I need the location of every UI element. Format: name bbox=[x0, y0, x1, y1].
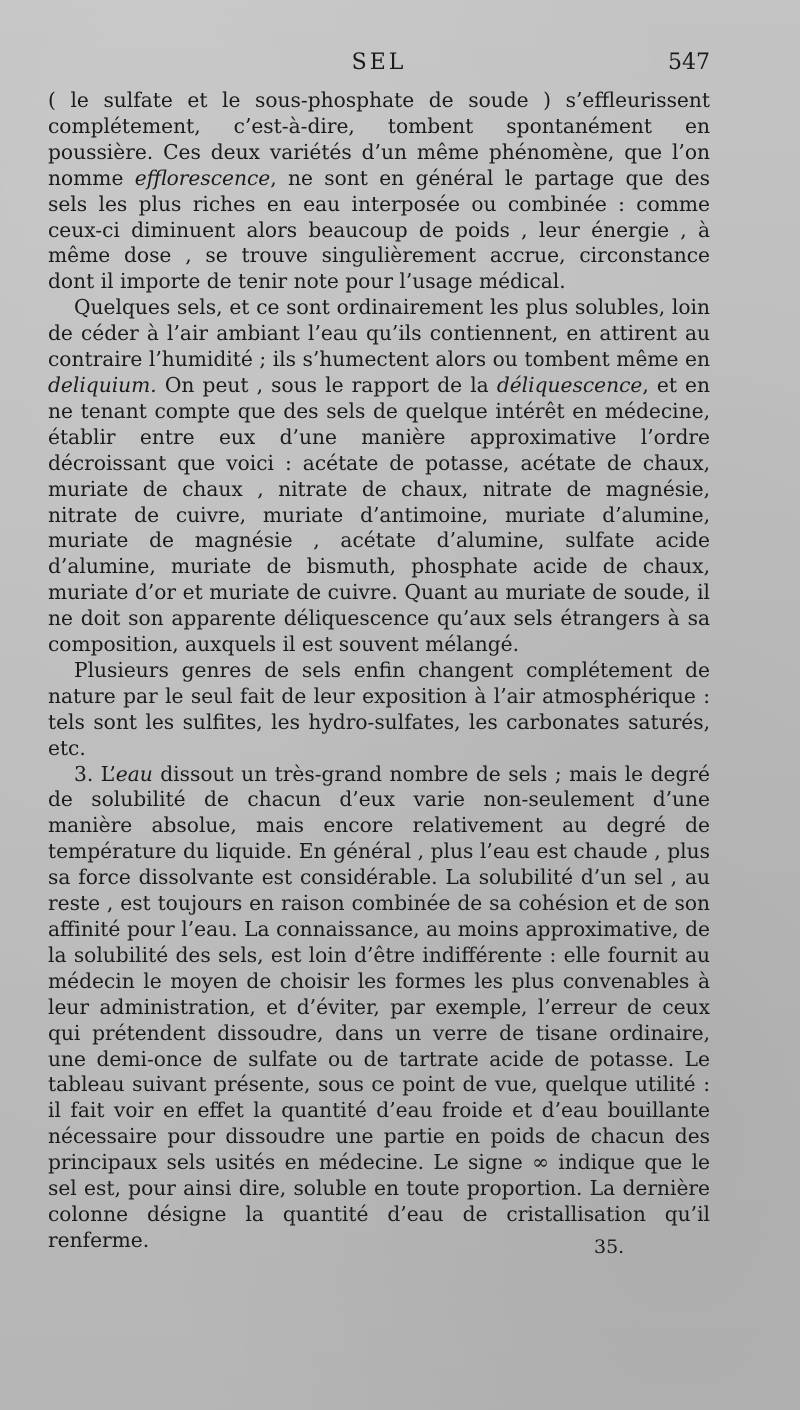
page-number: 547 bbox=[668, 50, 710, 75]
paragraph-deliquescence: Quelques sels, et ce sont ordinairement les plus solubles, loin de céder à l’air ambiant l’eau qu’ils contiennent, en attirent au contraire l’humidité ; ils s’humectent alors ou tombent même en deliquium. On peut , sous le rapport de la déliquescence, et en ne tenant compte que des sels de quelque intérêt en médecine, établir entre eux d’une manière approximative l’ordre décroissant que voici : acétate de potasse, acétate de chaux, muriate de chaux , nitrate de chaux, nitrate de magnésie, nitrate de cuivre, muriate d’antimoine, muriate d’alumine, muriate de magnésie , acétate d’alumine, sulfate acide d’alumine, muriate de bismuth, phosphate acide de chaux, muriate d’or et muriate de cuivre. Quant au muriate de soude, il ne doit son apparente déliquescence qu’aux sels étrangers à sa composition, auxquels il est souvent mélangé. bbox=[48, 295, 710, 657]
term-efflorescence: efflorescence bbox=[134, 165, 271, 190]
term-eau: eau bbox=[115, 761, 153, 786]
running-title: SEL bbox=[351, 50, 407, 75]
body-text bbox=[48, 88, 710, 1254]
paragraph-efflorescence: ( le sulfate et le sous-phosphate de soude ) s’effleurissent complétement, c’est-à-dire, tombent spontanément en poussière. Ces deux variétés d’un même phénomène, que l’on nomme efflorescence, ne sont en général le partage que des sels les plus riches en eau interposée ou combinée : comme ceux-ci diminuent alors beaucoup de poids , leur énergie , à même dose , se trouve singulièrement accrue, circonstance dont il importe de tenir note pour l’usage médical. bbox=[48, 88, 710, 294]
term-deliquescence: déliquescence bbox=[496, 372, 643, 397]
paragraph-nature-change: Plusieurs genres de sels enfin changent complétement de nature par le seul fait de leur exposition à l’air atmosphérique : tels sont les sulfites, les hydro-sulfates, les carbonates saturés, etc. bbox=[48, 657, 710, 760]
term-deliquium: deliquium. bbox=[48, 372, 157, 397]
signature-mark: 35. bbox=[594, 1236, 625, 1258]
paragraph-solubility: 3. L’eau dissout un très-grand nombre de sels ; mais le degré de solubilité de chacun d’eux varie non-seulement d’une manière absolue, mais encore relativement au degré de température du liquide. En général , plus l’eau est chaude , plus sa force dissolvante est considérable. La solubilité d’un sel , au reste , est toujours en raison combinée de sa cohésion et de son affinité pour l’eau. La connaissance, au moins approximative, de la solubilité des sels, est loin d’être indifférente : elle fournit au médecin le moyen de choisir les formes les plus convenables à leur administration, et d’éviter, par exemple, l’erreur de ceux qui prétendent dissoudre, dans un verre de tisane ordinaire, une demi-once de sulfate ou de tartrate acide de potasse. Le tableau suivant présente, sous ce point de vue, quelque utilité : il fait voir en effet la quantité d’eau froide et d’eau bouillante nécessaire pour dissoudre une partie en poids de chacun des principaux sels usités en médecine. Le signe ∞ indique que le sel est, pour ainsi dire, soluble en toute proportion. La dernière colonne désigne la quantité d’eau de cristallisation qu’il renferme. bbox=[48, 761, 710, 1252]
page-header bbox=[48, 50, 710, 84]
